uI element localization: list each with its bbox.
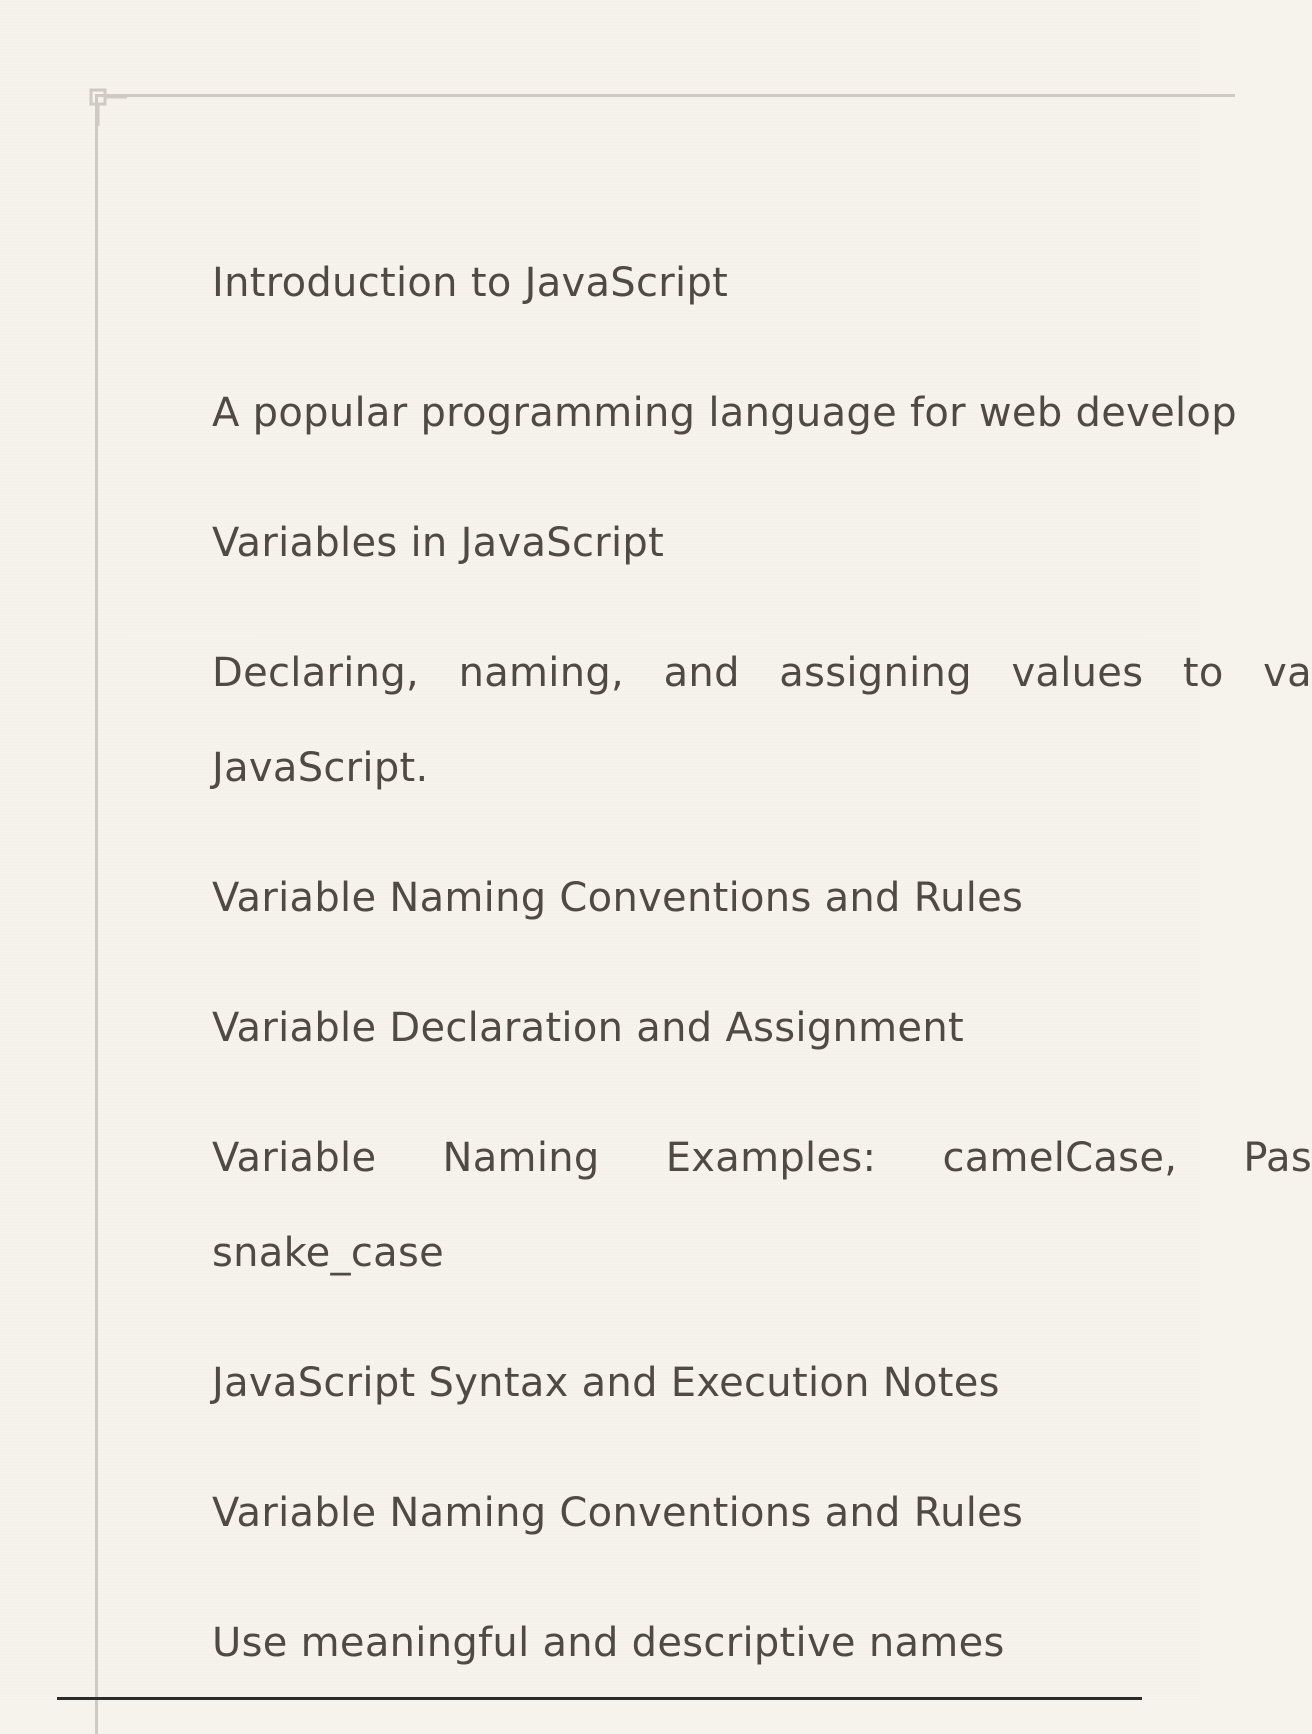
word: Declaring, [212, 650, 420, 696]
word: values [1011, 650, 1144, 696]
heading-variables: Variables in JavaScript [212, 520, 665, 566]
word: Examples: [665, 1135, 877, 1181]
text-naming-examples [212, 1134, 1312, 1182]
corner-ornament-icon [89, 88, 127, 126]
heading-naming-rules-2: Variable Naming Conventions and Rules [212, 1490, 1024, 1536]
text-variables-desc [212, 649, 1312, 697]
text-meaningful-names: Use meaningful and descriptive names [212, 1620, 1005, 1666]
heading-declaration: Variable Declaration and Assignment [212, 1005, 964, 1051]
word: naming, [458, 650, 625, 696]
word: camelCase, [942, 1135, 1178, 1181]
word: assigning [779, 650, 972, 696]
bottom-divider [57, 1697, 1142, 1700]
heading-syntax-notes: JavaScript Syntax and Execution Notes [212, 1360, 1000, 1406]
word: Naming [442, 1135, 600, 1181]
text-naming-examples-cont: snake_case [212, 1230, 445, 1276]
heading-naming-rules: Variable Naming Conventions and Rules [212, 875, 1024, 921]
word: to [1182, 650, 1224, 696]
text-intro-desc: A popular programming language for web develop [212, 390, 1237, 436]
text-variables-desc-cont: JavaScript. [212, 745, 429, 791]
heading-intro: Introduction to JavaScript [212, 260, 729, 306]
word: Variable [212, 1135, 377, 1181]
word: Pas [1243, 1135, 1312, 1181]
word: va [1263, 650, 1312, 696]
word: and [663, 650, 740, 696]
